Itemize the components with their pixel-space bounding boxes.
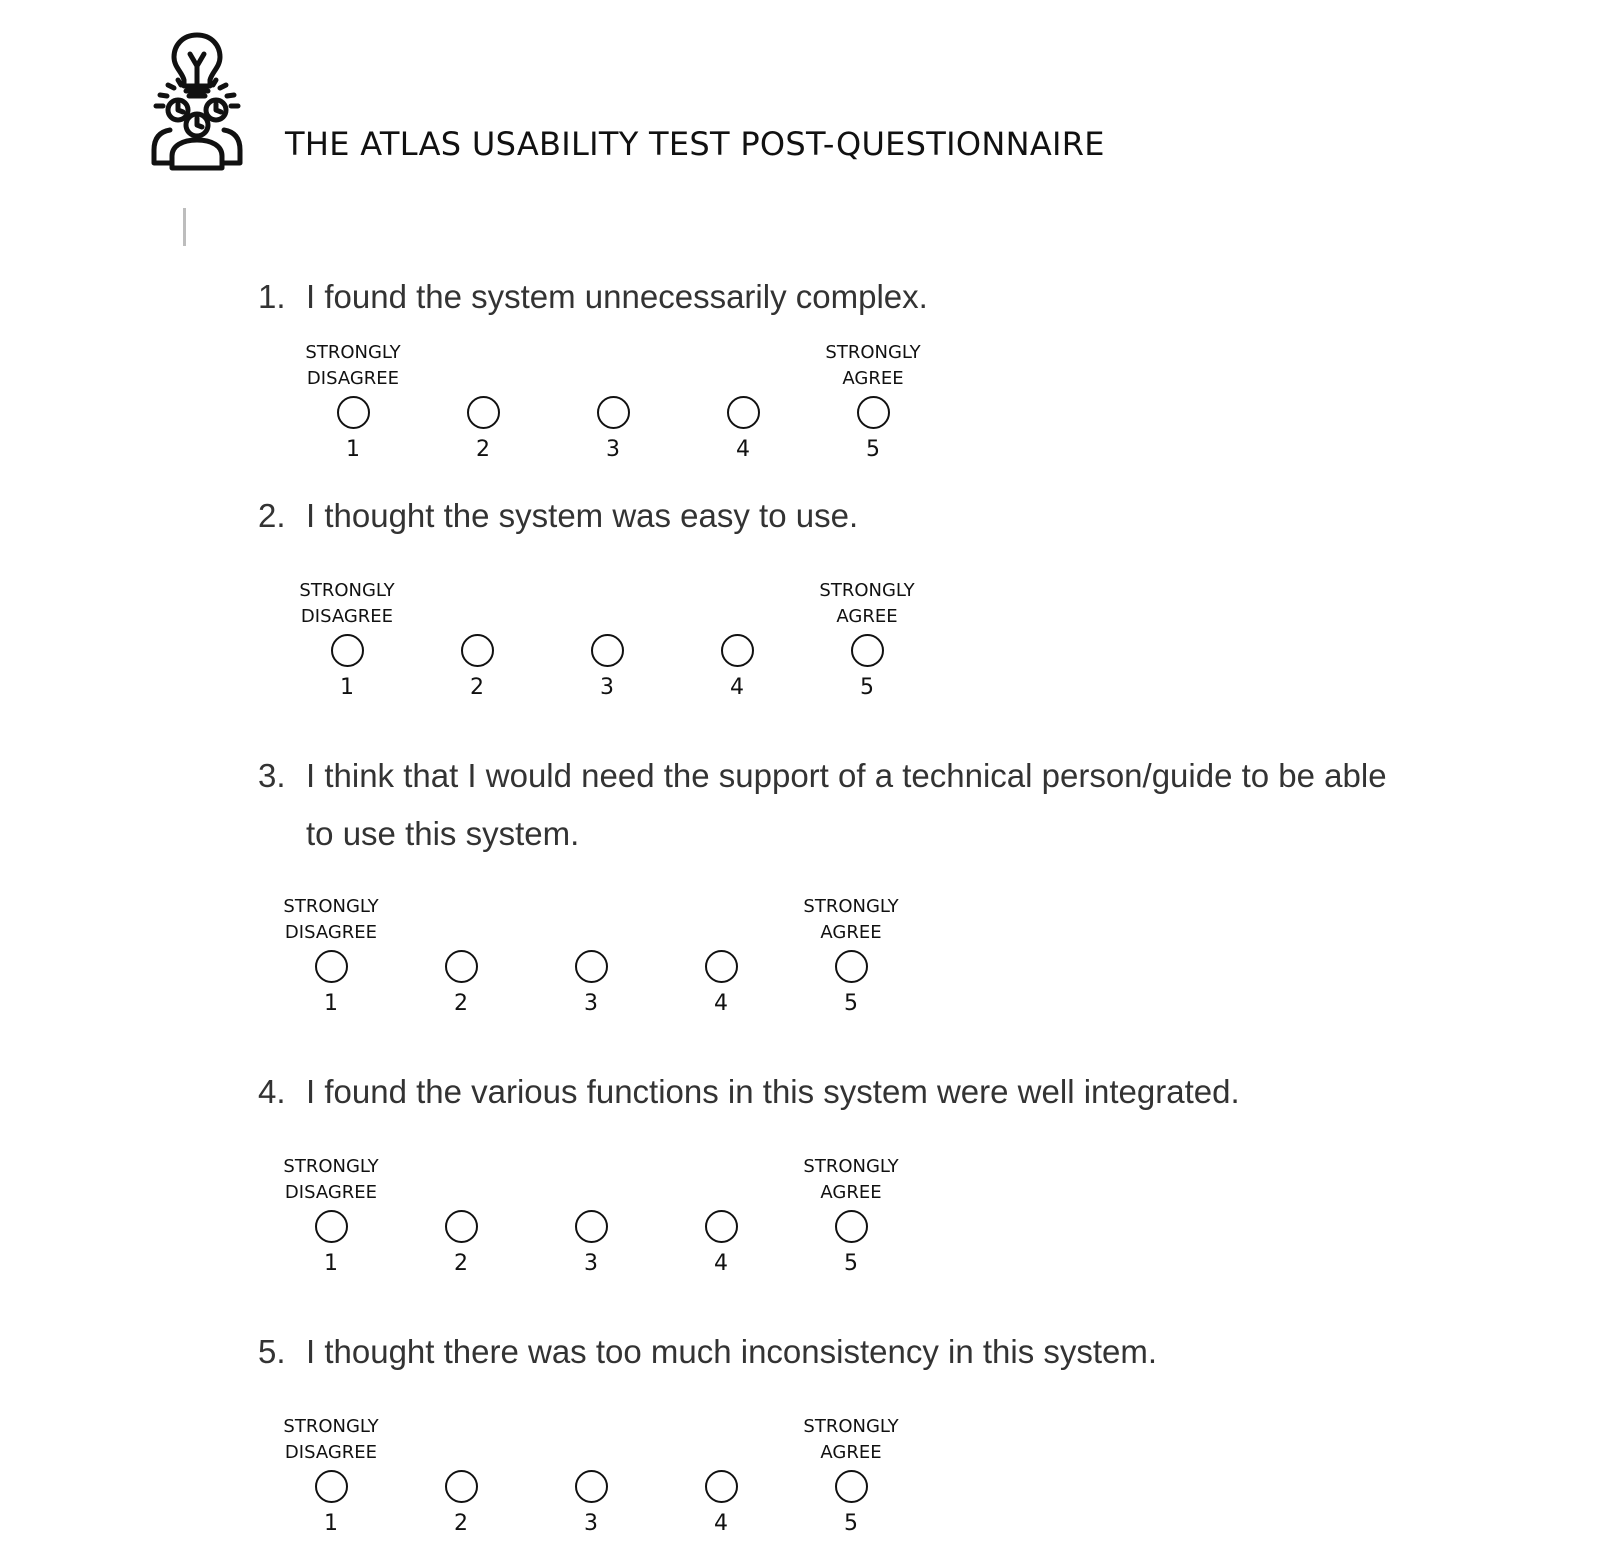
rating-option-3[interactable] [571,1210,611,1279]
question-number: 4. [258,1073,286,1110]
radio-button[interactable] [467,396,500,429]
strongly-agree-label: STRONGLY AGREE [803,1416,899,1463]
option-number: 2 [454,1251,468,1276]
question-4 [258,1063,1408,1121]
rating-option-1[interactable] [333,396,373,465]
option-number: 3 [606,437,620,462]
option-number: 3 [600,675,614,700]
question-2 [258,487,1408,545]
strongly-disagree-label: STRONGLY DISAGREE [299,580,395,627]
rating-option-2[interactable] [457,634,497,703]
radio-button[interactable] [835,1210,868,1243]
radio-button[interactable] [705,1470,738,1503]
radio-button[interactable] [575,1470,608,1503]
rating-option-4[interactable] [717,634,757,703]
option-number: 2 [476,437,490,462]
rating-option-5[interactable] [847,634,887,703]
radio-button[interactable] [575,950,608,983]
option-number: 5 [860,675,874,700]
option-number: 2 [454,991,468,1016]
rating-scale-2 [0,578,915,708]
text-cursor [183,208,186,246]
question-number: 3. [258,757,286,794]
option-number: 5 [844,1251,858,1276]
rating-option-1[interactable] [311,1470,351,1539]
strongly-disagree-label: STRONGLY DISAGREE [283,1416,379,1463]
rating-scale-4 [0,1154,899,1284]
strongly-agree-label: STRONGLY AGREE [803,896,899,943]
option-number: 3 [584,1251,598,1276]
rating-scale-1 [0,340,921,470]
rating-option-1[interactable] [327,634,367,703]
team-idea-lightbulb-icon [150,30,245,172]
radio-button[interactable] [445,1470,478,1503]
option-number: 3 [584,991,598,1016]
option-number: 1 [346,437,360,462]
rating-option-3[interactable] [571,950,611,1019]
radio-button[interactable] [851,634,884,667]
rating-option-4[interactable] [701,1470,741,1539]
radio-button[interactable] [575,1210,608,1243]
radio-button[interactable] [337,396,370,429]
rating-option-2[interactable] [463,396,503,465]
rating-scale-3 [0,894,899,1024]
rating-option-5[interactable] [853,396,893,465]
question-text [258,487,1408,545]
rating-option-5[interactable] [831,1210,871,1279]
strongly-agree-label: STRONGLY AGREE [803,1156,899,1203]
radio-button[interactable] [445,1210,478,1243]
strongly-agree-label: STRONGLY AGREE [825,342,921,389]
option-number: 5 [866,437,880,462]
strongly-agree-label: STRONGLY AGREE [819,580,915,627]
question-number: 2. [258,497,286,534]
question-text [258,1063,1408,1121]
radio-button[interactable] [461,634,494,667]
option-number: 5 [844,991,858,1016]
strongly-disagree-label: STRONGLY DISAGREE [305,342,401,389]
question-label: I thought there was too much inconsistency in this system. [306,1333,1158,1370]
radio-button[interactable] [721,634,754,667]
radio-button[interactable] [315,1470,348,1503]
radio-button[interactable] [835,950,868,983]
page-title: THE ATLAS USABILITY TEST POST-QUESTIONNAIRE [285,125,1105,163]
option-number: 2 [454,1511,468,1536]
rating-option-5[interactable] [831,950,871,1019]
question-label: I think that I would need the support of a technical person/guide to be able to use this system. [306,757,1387,852]
question-3 [258,747,1408,863]
rating-option-3[interactable] [593,396,633,465]
rating-option-2[interactable] [441,1470,481,1539]
option-number: 4 [714,1511,728,1536]
radio-button[interactable] [591,634,624,667]
question-number: 5. [258,1333,286,1370]
question-text [258,268,1408,326]
radio-button[interactable] [445,950,478,983]
option-number: 4 [714,1251,728,1276]
rating-option-5[interactable] [831,1470,871,1539]
rating-option-1[interactable] [311,950,351,1019]
option-number: 1 [340,675,354,700]
radio-button[interactable] [727,396,760,429]
rating-option-3[interactable] [587,634,627,703]
option-number: 4 [714,991,728,1016]
radio-button[interactable] [315,950,348,983]
radio-button[interactable] [331,634,364,667]
rating-option-2[interactable] [441,1210,481,1279]
option-number: 1 [324,991,338,1016]
option-number: 4 [730,675,744,700]
option-number: 5 [844,1511,858,1536]
rating-option-2[interactable] [441,950,481,1019]
option-number: 3 [584,1511,598,1536]
option-number: 1 [324,1251,338,1276]
radio-button[interactable] [315,1210,348,1243]
radio-button[interactable] [597,396,630,429]
radio-button[interactable] [705,1210,738,1243]
rating-option-4[interactable] [723,396,763,465]
question-5 [258,1323,1408,1381]
question-label: I thought the system was easy to use. [306,497,859,534]
question-label: I found the various functions in this system were well integrated. [306,1073,1240,1110]
rating-option-3[interactable] [571,1470,611,1539]
rating-option-4[interactable] [701,950,741,1019]
question-1 [258,268,1408,326]
rating-option-1[interactable] [311,1210,351,1279]
question-text [258,747,1408,863]
option-number: 2 [470,675,484,700]
option-number: 1 [324,1511,338,1536]
rating-option-4[interactable] [701,1210,741,1279]
radio-button[interactable] [857,396,890,429]
option-number: 4 [736,437,750,462]
question-text [258,1323,1408,1381]
strongly-disagree-label: STRONGLY DISAGREE [283,1156,379,1203]
radio-button[interactable] [835,1470,868,1503]
rating-scale-5 [0,1414,899,1544]
strongly-disagree-label: STRONGLY DISAGREE [283,896,379,943]
question-label: I found the system unnecessarily complex. [306,278,928,315]
radio-button[interactable] [705,950,738,983]
question-number: 1. [258,278,286,315]
